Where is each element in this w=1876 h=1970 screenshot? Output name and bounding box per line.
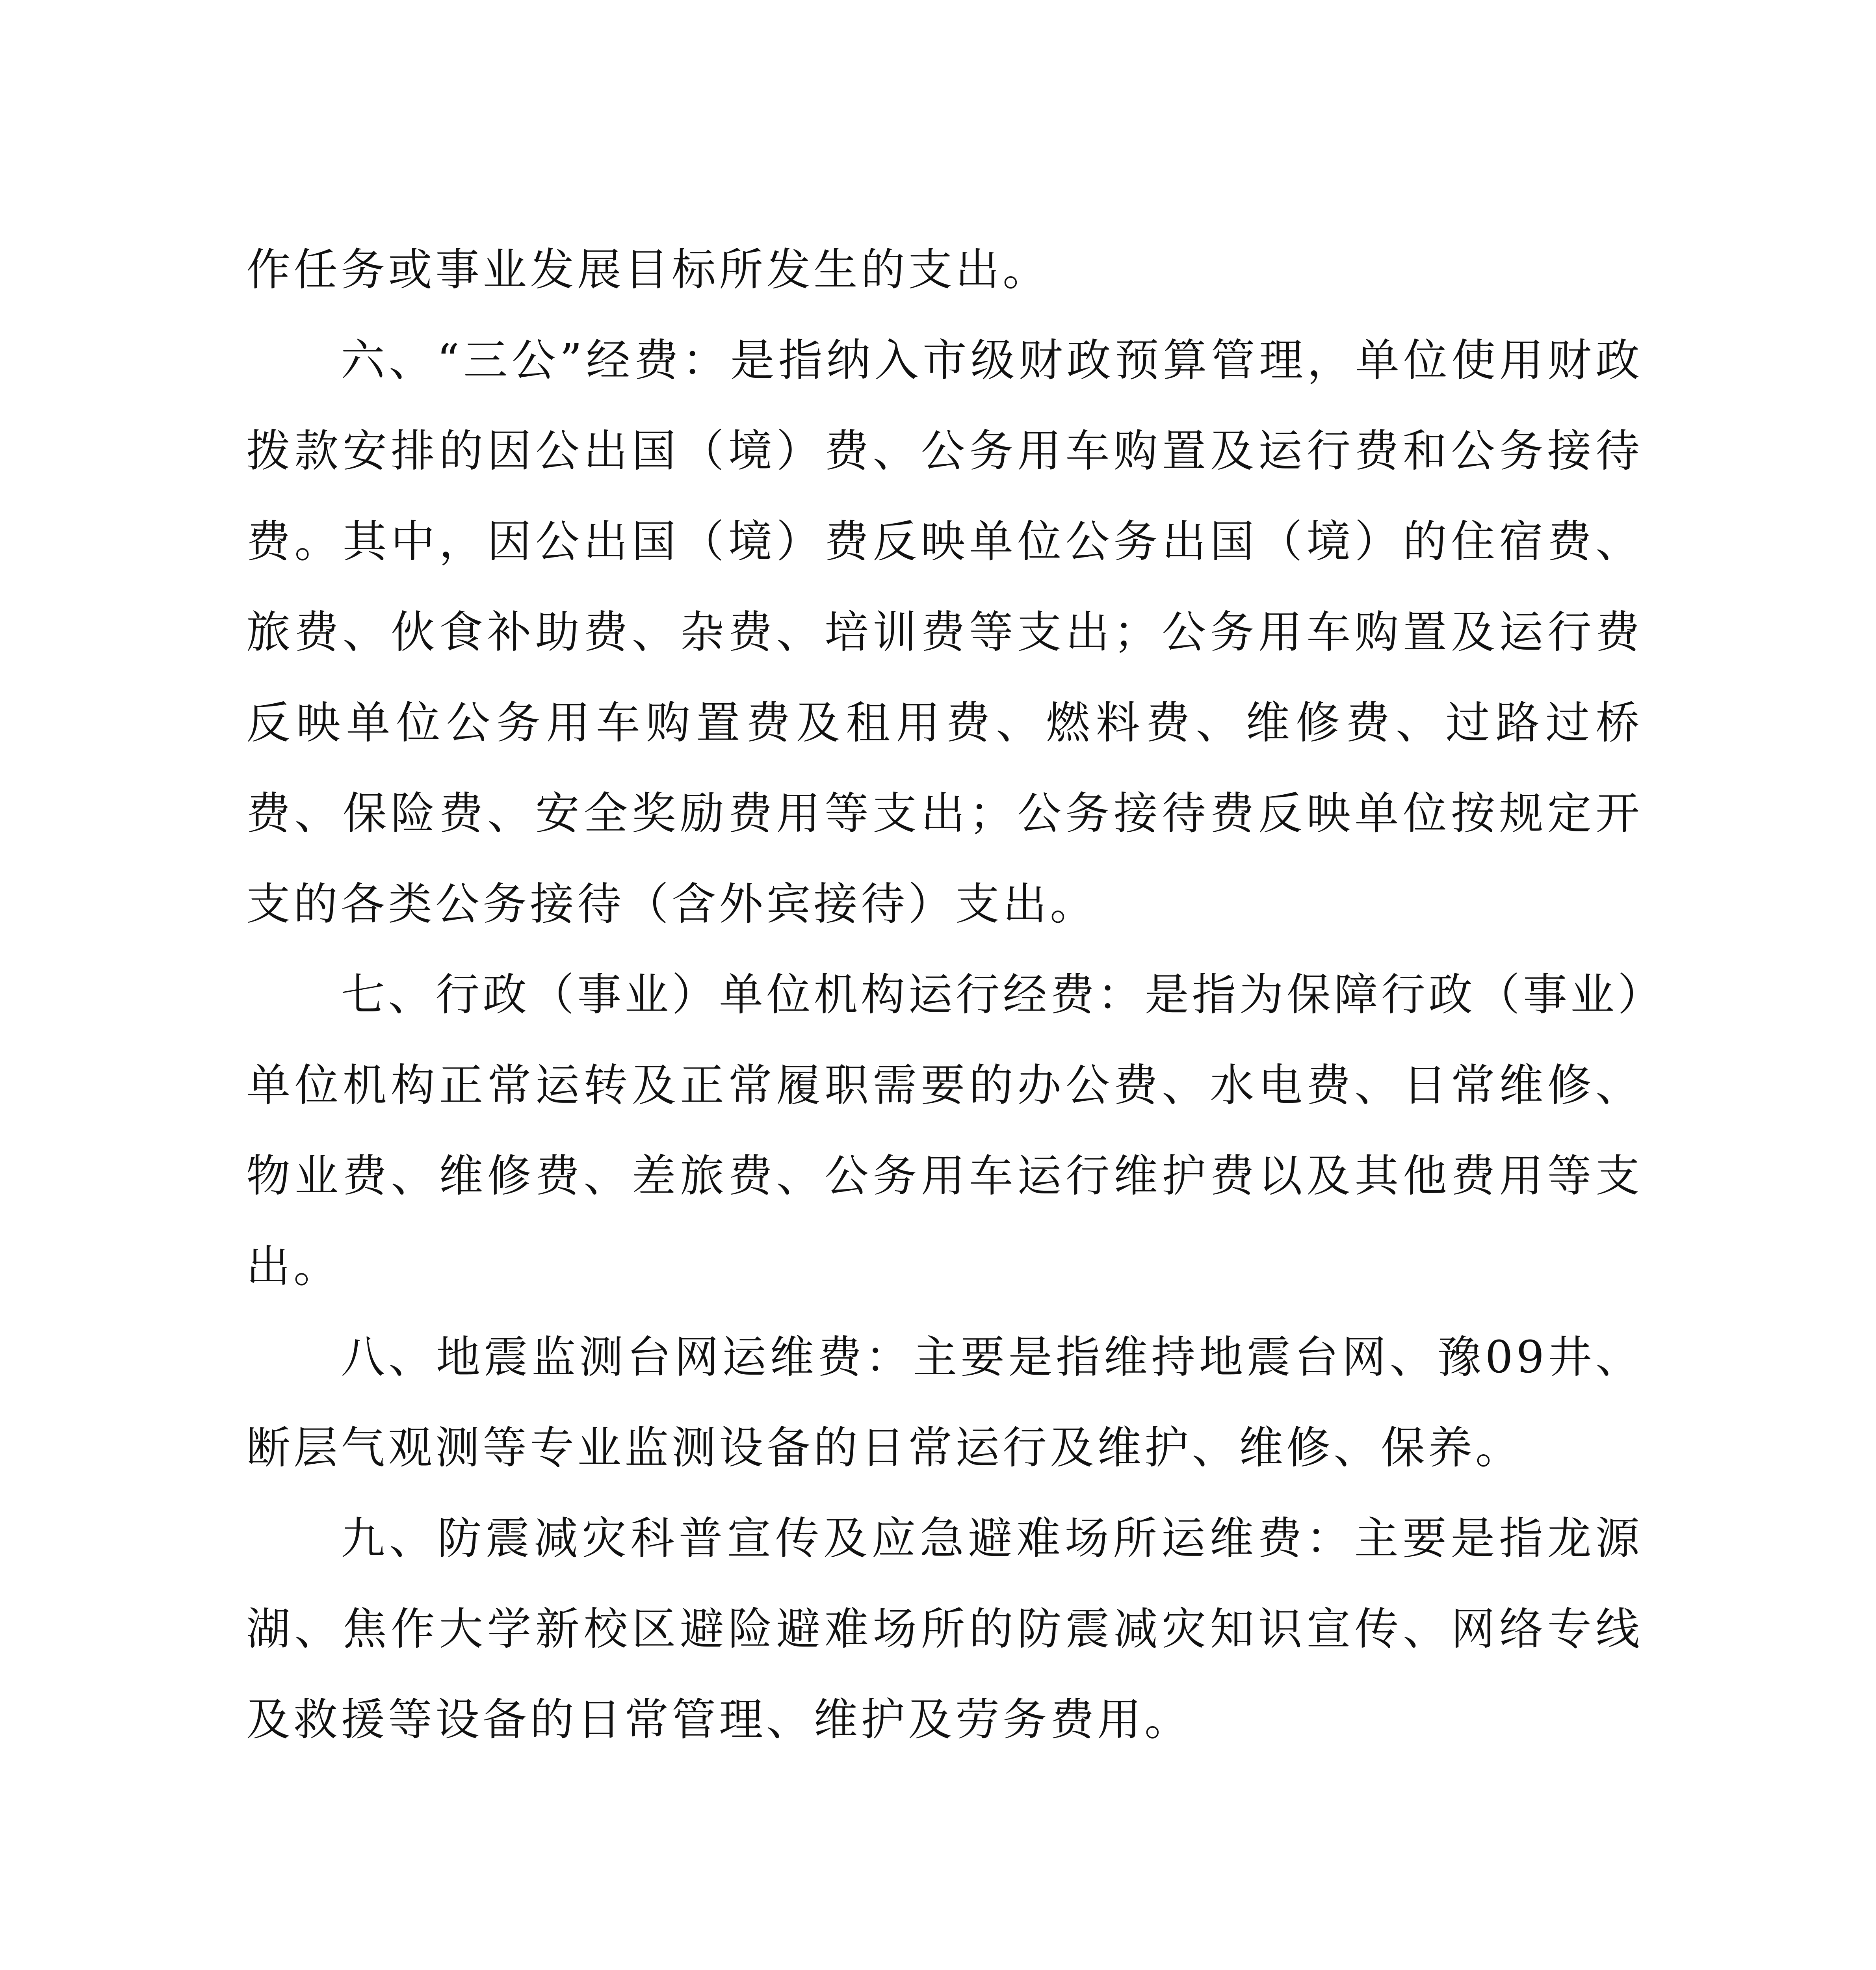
paragraph-seismic-network-maintenance: 八、地震监测台网运维费：主要是指维持地震台网、豫09井、断层气观测等专业监测设备的日常运行及维护、维修、保养。 <box>246 1332 1643 1474</box>
attachment-note <box>246 1954 1643 1970</box>
paragraph-continuation: 作任务或事业发展目标所发生的支出。 <box>246 244 1050 296</box>
document-body <box>246 225 1643 1765</box>
paragraph-science-publicity-shelters: 九、防震减灾科普宣传及应急避难场所运维费：主要是指龙源湖、焦作大学新校区避险避难场所的防震减灾知识宣传、网络专线及救援等设备的日常管理、维护及劳务费用。 <box>246 1513 1643 1745</box>
paragraph-operating-expenses: 七、行政（事业）单位机构运行经费：是指为保障行政（事业）单位机构正常运转及正常履职需要的办公费、水电费、日常维修、物业费、维修费、差旅费、公务用车运行维护费以及其他费用等支出。 <box>246 969 1643 1292</box>
paragraph-three-public-expenses: 六、“三公”经费：是指纳入市级财政预算管理，单位使用财政拨款安排的因公出国（境）费、公务用车购置及运行费和公务接待费。其中，因公出国（境）费反映单位公务出国（境）的住宿费、旅费、伙食补助费、杂费、培训费等支出；公务用车购置及运行费反映单位公务用车购置费及租用费、燃料费、维修费、过路过桥费、保险费、安全奖励费用等支出；公务接待费反映单位按规定开支的各类公务接待（含外宾接待）支出。 <box>246 335 1643 930</box>
